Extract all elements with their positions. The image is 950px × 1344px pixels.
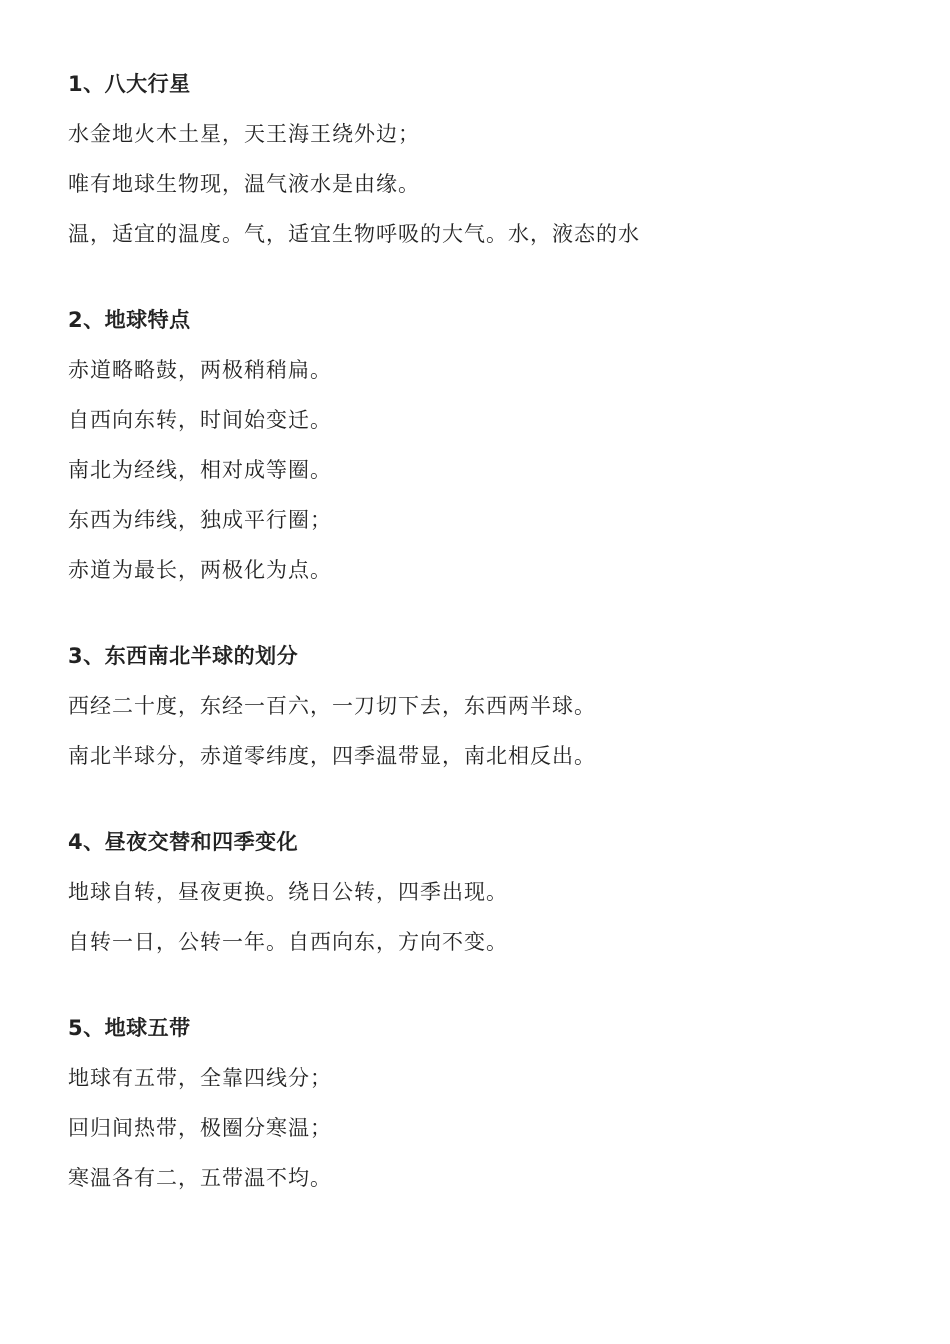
document-body	[68, 66, 908, 1196]
text-line: 西经二十度，东经一百六，一刀切下去，东西两半球。	[68, 694, 596, 718]
section-heading: 4、昼夜交替和四季变化	[68, 830, 299, 854]
text-line: 自西向东转，时间始变迁。	[68, 408, 332, 432]
text-line: 南北半球分，赤道零纬度，四季温带显，南北相反出。	[68, 744, 596, 768]
text-line: 回归间热带，极圈分寒温；	[68, 1116, 332, 1140]
section-hemispheres	[68, 638, 908, 774]
text-line: 地球自转，昼夜更换。绕日公转，四季出现。	[68, 880, 508, 904]
text-line: 温，适宜的温度。气，适宜生物呼吸的大气。水，液态的水	[68, 222, 640, 246]
text-line: 地球有五带，全靠四线分；	[68, 1066, 332, 1090]
text-line: 水金地火木土星，天王海王绕外边；	[68, 122, 420, 146]
text-line: 自转一日，公转一年。自西向东，方向不变。	[68, 930, 508, 954]
text-line: 南北为经线，相对成等圈。	[68, 458, 332, 482]
text-line: 赤道为最长，两极化为点。	[68, 558, 332, 582]
section-earth-features	[68, 302, 908, 588]
text-line: 东西为纬线，独成平行圈；	[68, 508, 332, 532]
section-heading: 1、八大行星	[68, 72, 191, 96]
section-heading: 5、地球五带	[68, 1016, 191, 1040]
section-heading: 2、地球特点	[68, 308, 191, 332]
text-line: 赤道略略鼓，两极稍稍扁。	[68, 358, 332, 382]
text-line: 寒温各有二，五带温不均。	[68, 1166, 332, 1190]
section-day-night-seasons	[68, 824, 908, 960]
section-heading: 3、东西南北半球的划分	[68, 644, 299, 668]
text-line: 唯有地球生物现，温气液水是由缘。	[68, 172, 420, 196]
section-five-zones	[68, 1010, 908, 1196]
section-planets	[68, 66, 908, 252]
